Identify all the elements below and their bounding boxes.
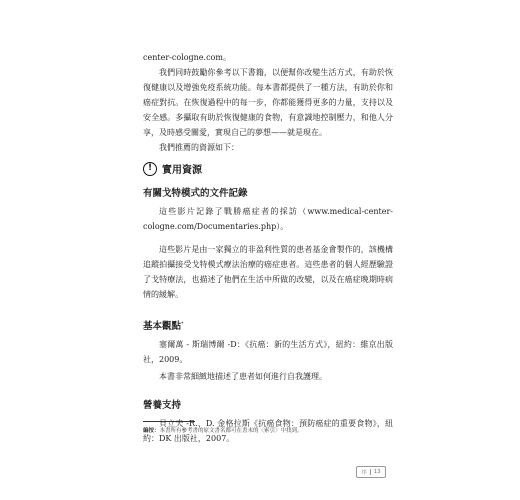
intro-paragraph: 我們同時鼓勵你參考以下書籍，以便幫你改變生活方式，有助於恢復健康以及增強免疫系統功能。每本書都提供了一種方法，有助於你和癌症對抗。在恢復過程中的每一步，你都能獲得更多的力量，支持以及安全感。多攝取有助於恢復健康的食物，有意識地控制壓力，和他人分享，及時感受關愛，實現自己的夢想——就是現在。 bbox=[143, 68, 393, 137]
footnote-label: 編按： bbox=[143, 428, 160, 434]
section-title: 實用資源 bbox=[162, 165, 202, 176]
basics-heading-text: 基本觀點 bbox=[143, 321, 182, 333]
documents-paragraph-2: 這些影片是由一家獨立的非盈利性質的患者基金會製作的，該機構追蹤拍攝接受戈特模式療法治療的癌症患者。這些患者的個人經歷驗證了戈特療法，也描述了他們在生活中所做的改變，以及在癌症晚期時病情的緩解。 bbox=[143, 245, 393, 299]
exclamation-circle-icon: ! bbox=[143, 162, 157, 176]
footnote-text: 本書所有參考書的原文書名都可在書末的〈索引〉中找到。 bbox=[159, 428, 303, 434]
intro-url-line: center-cologne.com。 bbox=[143, 53, 231, 62]
section-header bbox=[143, 161, 393, 176]
page-number-tab bbox=[356, 466, 386, 478]
documents-paragraph-1: 這些影片記錄了戰勝癌症者的採訪（www.medical-center-cologne.com/Documentaries.php）。 bbox=[143, 207, 393, 231]
nutrition-citation: 貝立夫 -R.、D. 金格拉斯《抗癌食物：預防癌症的重要食物》，紐約：DK 出版社，2007。 bbox=[143, 419, 393, 444]
page-content bbox=[143, 50, 393, 446]
basics-citation: 塞爾萬 - 斯瑞博爾 -D：《抗癌：新的生活方式》，紐約：維京出版社，2009。 bbox=[143, 340, 393, 365]
page-tab-separator bbox=[370, 469, 371, 475]
documents-heading: 有關戈特模式的文件記錄 bbox=[143, 188, 248, 199]
recommend-line: 我們推薦的資源如下： bbox=[159, 143, 239, 152]
basics-heading-sup: * bbox=[181, 321, 184, 327]
page-section-label: 序 bbox=[361, 470, 367, 476]
page-number: 13 bbox=[373, 469, 381, 475]
footnote-divider bbox=[143, 421, 195, 422]
basics-description: 本書非常細緻地描述了患者如何進行自我護理。 bbox=[159, 372, 327, 382]
basics-heading bbox=[143, 316, 393, 335]
nutrition-heading: 營養支持 bbox=[143, 400, 182, 412]
footnote bbox=[143, 426, 303, 434]
